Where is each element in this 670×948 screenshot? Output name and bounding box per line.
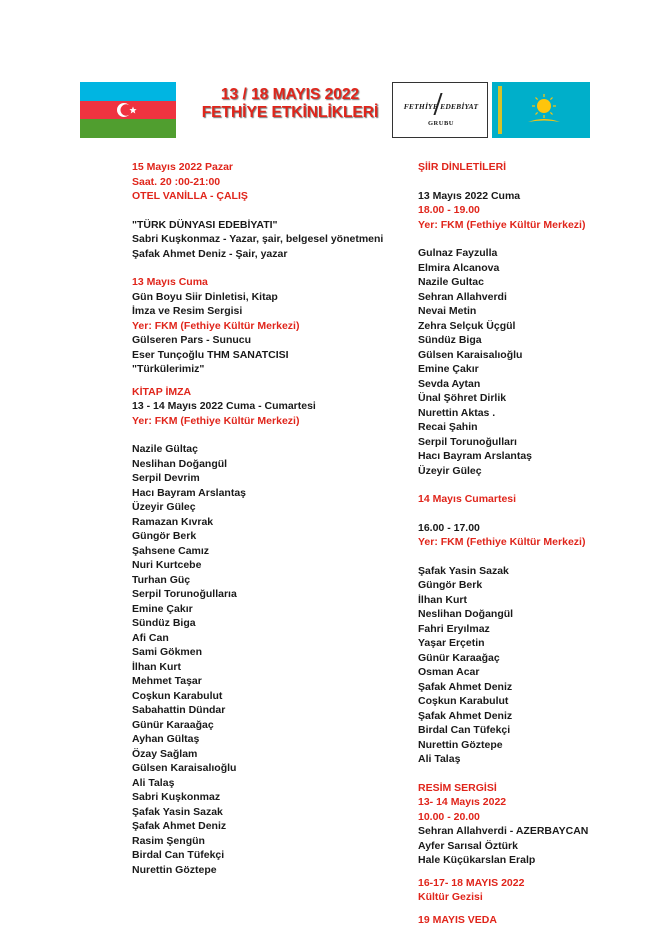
spacer — [418, 507, 588, 521]
list-item: Zehra Selçuk Üçgül — [418, 319, 516, 332]
list-item: İlhan Kurt — [132, 660, 181, 673]
list-item: Sami Gökmen — [132, 646, 203, 658]
event2-host: Gülseren Pars - Sunucu — [132, 334, 252, 346]
list-item: Nurettin Göztepe — [418, 738, 503, 751]
spacer — [418, 767, 588, 781]
list-item: Emine Çakır — [132, 602, 193, 615]
spacer — [132, 261, 383, 275]
resim-artist-2: Ayfer Sarısal Öztürk — [418, 839, 518, 852]
logo-line-1: FETHİYE EDEBİYAT — [403, 102, 479, 111]
resim-artist-1: Sehran Allahverdi - AZERBAYCAN — [418, 825, 589, 837]
list-item: Nazile Gültaç — [132, 443, 198, 455]
spacer — [418, 905, 588, 913]
list-item: Nurettin Göztepe — [132, 863, 217, 876]
list-item: Özay Sağlam — [132, 747, 198, 760]
list-item: Coşkun Karabulut — [418, 695, 509, 707]
list-item: Güngör Berk — [132, 530, 197, 542]
event2-place: Yer: FKM (Fethiye Kültür Merkezi) — [132, 319, 300, 332]
list-item: Üzeyir Güleç — [132, 501, 196, 513]
siir-date: 13 Mayıs 2022 Cuma — [418, 189, 521, 202]
event1-speaker-1: Sabri Kuşkonmaz - Yazar, şair, belgesel yönetmeni — [132, 233, 384, 245]
list-item: Afi Can — [132, 631, 169, 644]
list-item: Ayhan Gültaş — [132, 733, 200, 745]
list-item: Serpil Devrim — [132, 472, 200, 484]
spacer — [418, 175, 588, 189]
list-item: Gulnaz Fayzulla — [418, 247, 498, 259]
list-item: Şafak Ahmet Deniz — [132, 820, 227, 832]
event2-performer: Eser Tunçoğlu THM SANATCISI — [132, 348, 289, 361]
spacer — [132, 428, 383, 442]
list-item: Şahsene Camız — [132, 544, 210, 557]
title-line-1: 13 / 18 MAYIS 2022 — [220, 86, 360, 103]
siir-time: 18.00 - 19.00 — [418, 204, 480, 216]
list-item: Rasim Şengün — [132, 834, 205, 847]
list-item: Osman Acar — [418, 666, 480, 678]
resim-heading: RESİM SERGİSİ — [418, 781, 497, 794]
event2-program: "Türkülerimiz" — [132, 363, 205, 375]
list-item: Sabri Kuşkonmaz — [132, 791, 221, 803]
list-item: Ali Talaş — [132, 776, 175, 789]
event2-date: 13 Mayıs Cuma — [132, 276, 208, 288]
siir-heading: ŞİİR DİNLETİLERİ — [418, 161, 507, 173]
event1-date: 15 Mayıs 2022 Pazar — [132, 161, 233, 173]
list-item: Nazile Gultac — [418, 276, 484, 288]
list-item: Hacı Bayram Arslantaş — [132, 486, 247, 499]
list-item: Sehran Allahverdi — [418, 290, 507, 303]
kitap-imza-place: Yer: FKM (Fethiye Kültür Merkezi) — [132, 414, 300, 427]
list-item: Güngör Berk — [418, 579, 483, 591]
list-item: Üzeyir Güleç — [418, 464, 482, 477]
list-item: Birdal Can Tüfekçi — [132, 849, 225, 861]
spacer — [132, 204, 383, 218]
spacer — [418, 478, 588, 492]
logo-line-2: GRUBU — [428, 120, 454, 127]
resim-dates: 13- 14 Mayıs 2022 — [418, 796, 507, 808]
siir-place: Yer: FKM (Fethiye Kültür Merkezi) — [418, 218, 586, 231]
list-item: Hacı Bayram Arslantaş — [418, 450, 533, 462]
veda-label: 19 MAYIS VEDA — [418, 913, 497, 926]
title-line-2: FETHİYE ETKİNLİKLERİ — [201, 104, 379, 121]
list-item: Birdal Can Tüfekçi — [418, 724, 511, 736]
event2-line-2: İmza ve Resim Sergisi — [132, 305, 243, 317]
list-item: Gülsen Karaisalıoğlu — [418, 348, 523, 361]
event1-time: Saat. 20 :00-21:00 — [132, 175, 221, 188]
list-item: Günür Karaağaç — [132, 718, 214, 731]
list-item: Sevda Aytan — [418, 377, 481, 390]
event1-topic: "TÜRK DÜNYASI EDEBİYATI" — [132, 218, 278, 231]
list-item: Neslihan Doğangül — [418, 608, 514, 620]
list-item: Coşkun Karabulut — [132, 689, 223, 702]
gezi-label: Kültür Gezisi — [418, 891, 483, 903]
list-item: Emine Çakır — [418, 363, 479, 375]
kazakhstan-flag — [492, 82, 590, 138]
list-item: Mehmet Taşar — [132, 675, 202, 687]
cumartesi-place: Yer: FKM (Fethiye Kültür Merkezi) — [418, 536, 586, 548]
list-item: Şafak Ahmet Deniz — [418, 709, 513, 722]
kitap-imza-heading: KİTAP İMZA — [132, 385, 192, 398]
list-item: Günür Karaağaç — [418, 651, 500, 664]
spacer — [132, 377, 383, 385]
spacer — [418, 232, 588, 246]
kitap-imza-dates: 13 - 14 Mayıs 2022 Cuma - Cumartesi — [132, 400, 316, 412]
list-item: Şafak Yasin Sazak — [418, 564, 509, 577]
list-item: Neslihan Doğangül — [132, 457, 228, 470]
event1-place: OTEL VANİLLA - ÇALIŞ — [132, 190, 248, 202]
resim-time: 10.00 - 20.00 — [418, 810, 480, 823]
list-item: Serpil Torunoğullarıa — [132, 588, 237, 600]
azerbaijan-flag — [80, 82, 176, 138]
list-item: İlhan Kurt — [418, 593, 467, 606]
list-item: Ünal Şöhret Dirlik — [418, 392, 507, 404]
gezi-dates: 16-17- 18 MAYIS 2022 — [418, 876, 525, 889]
list-item: Serpil Torunoğulları — [418, 435, 517, 448]
list-item: Ramazan Kıvrak — [132, 515, 214, 528]
event2-line-1: Gün Boyu Siir Dinletisi, Kitap — [132, 290, 278, 303]
list-item: Gülsen Karaisalıoğlu — [132, 762, 237, 774]
resim-artist-3: Hale Küçükarslan Eralp — [418, 854, 536, 866]
event1-speaker-2: Şafak Ahmet Deniz - Şair, yazar — [132, 247, 288, 260]
cumartesi-heading: 14 Mayıs Cumartesi — [418, 493, 517, 505]
list-item: Sabahattin Dündar — [132, 704, 226, 716]
list-item: Nuri Kurtcebe — [132, 559, 202, 571]
list-item: Nevai Metin — [418, 305, 477, 317]
list-item: Sündüz Biga — [132, 617, 196, 629]
list-item: Turhan Güç — [132, 573, 191, 586]
page-title — [190, 86, 390, 122]
list-item: Sündüz Biga — [418, 334, 482, 346]
list-item: Yaşar Erçetin — [418, 637, 485, 649]
cumartesi-time: 16.00 - 17.00 — [418, 521, 480, 534]
list-item: Recai Şahin — [418, 421, 478, 433]
fethiye-edebiyat-logo — [392, 82, 488, 138]
left-column — [132, 160, 383, 877]
list-item: Şafak Ahmet Deniz — [418, 680, 513, 693]
list-item: Fahri Eryılmaz — [418, 622, 490, 635]
list-item: Şafak Yasin Sazak — [132, 805, 223, 818]
spacer — [418, 550, 588, 564]
spacer — [418, 868, 588, 876]
list-item: Ali Talaş — [418, 753, 461, 765]
right-column — [418, 160, 588, 927]
list-item: Elmira Alcanova — [418, 261, 500, 274]
list-item: Nurettin Aktas . — [418, 406, 496, 419]
